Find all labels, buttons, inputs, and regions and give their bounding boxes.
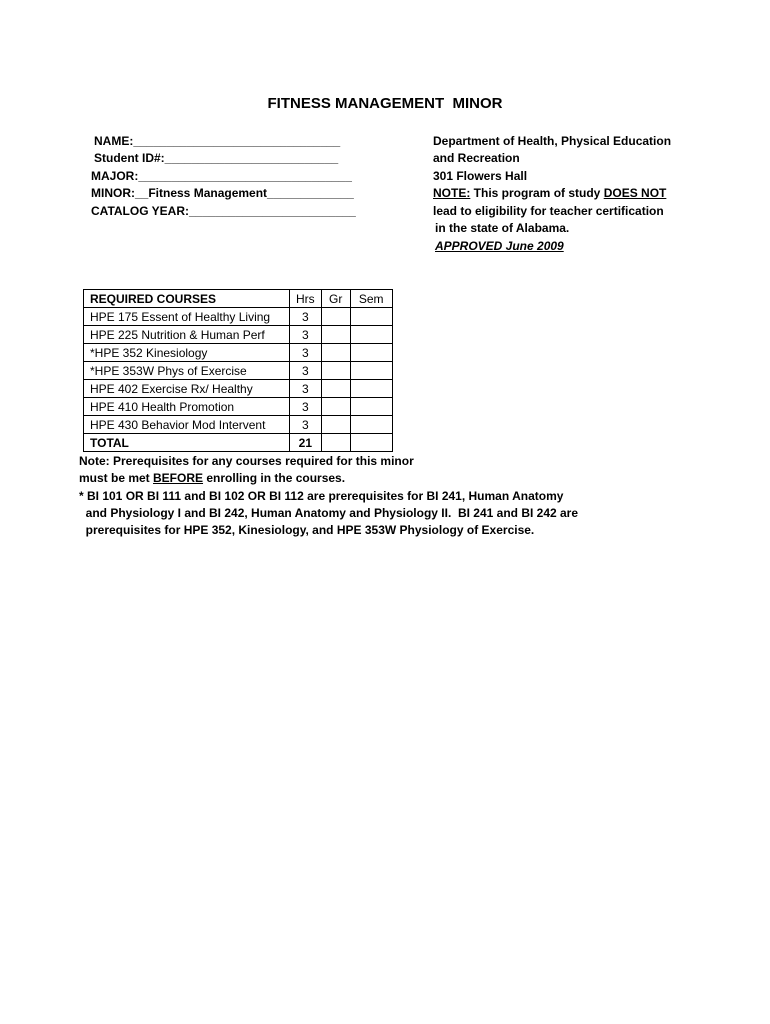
certification-note — [433, 185, 666, 203]
course-hrs: 3 — [290, 326, 322, 344]
course-grade-cell[interactable] — [321, 326, 350, 344]
note-text: must be met — [79, 471, 154, 485]
course-semester-cell[interactable] — [350, 398, 392, 416]
course-semester-cell[interactable] — [350, 380, 392, 398]
prerequisite-note-line-1: Note: Prerequisites for any courses required for this minor — [79, 454, 414, 468]
table-row — [84, 416, 393, 434]
bi-prerequisite-line-3: prerequisites for HPE 352, Kinesiology, and HPE 353W Physiology of Exercise. — [79, 523, 535, 537]
approval-date: APPROVED June 2009 — [435, 239, 564, 253]
course-name: *HPE 353W Phys of Exercise — [84, 362, 290, 380]
total-label: TOTAL — [84, 434, 290, 452]
catalog-year-field-line[interactable]: CATALOG YEAR:_________________________ — [91, 204, 356, 218]
department-address: 301 Flowers Hall — [433, 169, 528, 183]
required-courses-table — [83, 289, 393, 452]
course-grade-cell[interactable] — [321, 362, 350, 380]
course-name: HPE 430 Behavior Mod Intervent — [84, 416, 290, 434]
course-semester-cell[interactable] — [350, 362, 392, 380]
course-hrs: 3 — [290, 362, 322, 380]
note-label: NOTE: — [433, 186, 471, 200]
minor-value: __Fitness Management_____________ — [135, 186, 354, 200]
bi-prerequisite-line-1: * BI 101 OR BI 111 and BI 102 OR BI 112 are prerequisites for BI 241, Human Anatomy — [79, 489, 564, 503]
page-title: FITNESS MANAGEMENT MINOR — [267, 95, 503, 112]
course-hrs: 3 — [290, 308, 322, 326]
major-field-line[interactable]: MAJOR:________________________________ — [91, 169, 352, 183]
department-line-2: and Recreation — [433, 151, 520, 165]
table-row — [84, 308, 393, 326]
course-hrs: 3 — [290, 380, 322, 398]
course-grade-cell[interactable] — [321, 380, 350, 398]
certification-note-line-3: in the state of Alabama. — [435, 221, 570, 235]
header-sem: Sem — [350, 290, 392, 308]
note-emphasis: DOES NOT — [603, 186, 667, 200]
table-row — [84, 380, 393, 398]
header-hrs: Hrs — [290, 290, 322, 308]
total-grade-cell — [321, 434, 350, 452]
course-grade-cell[interactable] — [321, 308, 350, 326]
bi-prerequisite-line-2: and Physiology I and BI 242, Human Anatomy and Physiology II. BI 241 and BI 242 are — [79, 506, 579, 520]
prerequisite-note-line-2 — [79, 470, 345, 488]
minor-field-line — [91, 185, 354, 203]
course-grade-cell[interactable] — [321, 344, 350, 362]
total-semester-cell — [350, 434, 392, 452]
table-row — [84, 398, 393, 416]
total-row — [84, 434, 393, 452]
course-name: HPE 410 Health Promotion — [84, 398, 290, 416]
course-semester-cell[interactable] — [350, 308, 392, 326]
course-semester-cell[interactable] — [350, 344, 392, 362]
table-row — [84, 326, 393, 344]
before-emphasis: BEFORE — [153, 471, 204, 485]
certification-note-line-2: lead to eligibility for teacher certification — [433, 204, 664, 218]
course-hrs: 3 — [290, 416, 322, 434]
course-name: HPE 225 Nutrition & Human Perf — [84, 326, 290, 344]
note-text: enrolling in the courses. — [203, 471, 346, 485]
course-name: *HPE 352 Kinesiology — [84, 344, 290, 362]
course-name: HPE 402 Exercise Rx/ Healthy — [84, 380, 290, 398]
header-required-courses: REQUIRED COURSES — [84, 290, 290, 308]
course-name: HPE 175 Essent of Healthy Living — [84, 308, 290, 326]
name-field-line[interactable]: NAME:_______________________________ — [94, 134, 341, 148]
total-hrs: 21 — [290, 434, 322, 452]
course-semester-cell[interactable] — [350, 416, 392, 434]
table-row — [84, 362, 393, 380]
course-hrs: 3 — [290, 344, 322, 362]
minor-label: MINOR: — [91, 186, 135, 200]
course-hrs: 3 — [290, 398, 322, 416]
table-row — [84, 344, 393, 362]
header-gr: Gr — [321, 290, 350, 308]
department-line-1: Department of Health, Physical Education — [433, 134, 672, 148]
course-grade-cell[interactable] — [321, 398, 350, 416]
note-text: This program of study — [470, 186, 604, 200]
course-grade-cell[interactable] — [321, 416, 350, 434]
table-header-row — [84, 290, 393, 308]
student-id-field-line[interactable]: Student ID#:__________________________ — [94, 151, 339, 165]
course-semester-cell[interactable] — [350, 326, 392, 344]
